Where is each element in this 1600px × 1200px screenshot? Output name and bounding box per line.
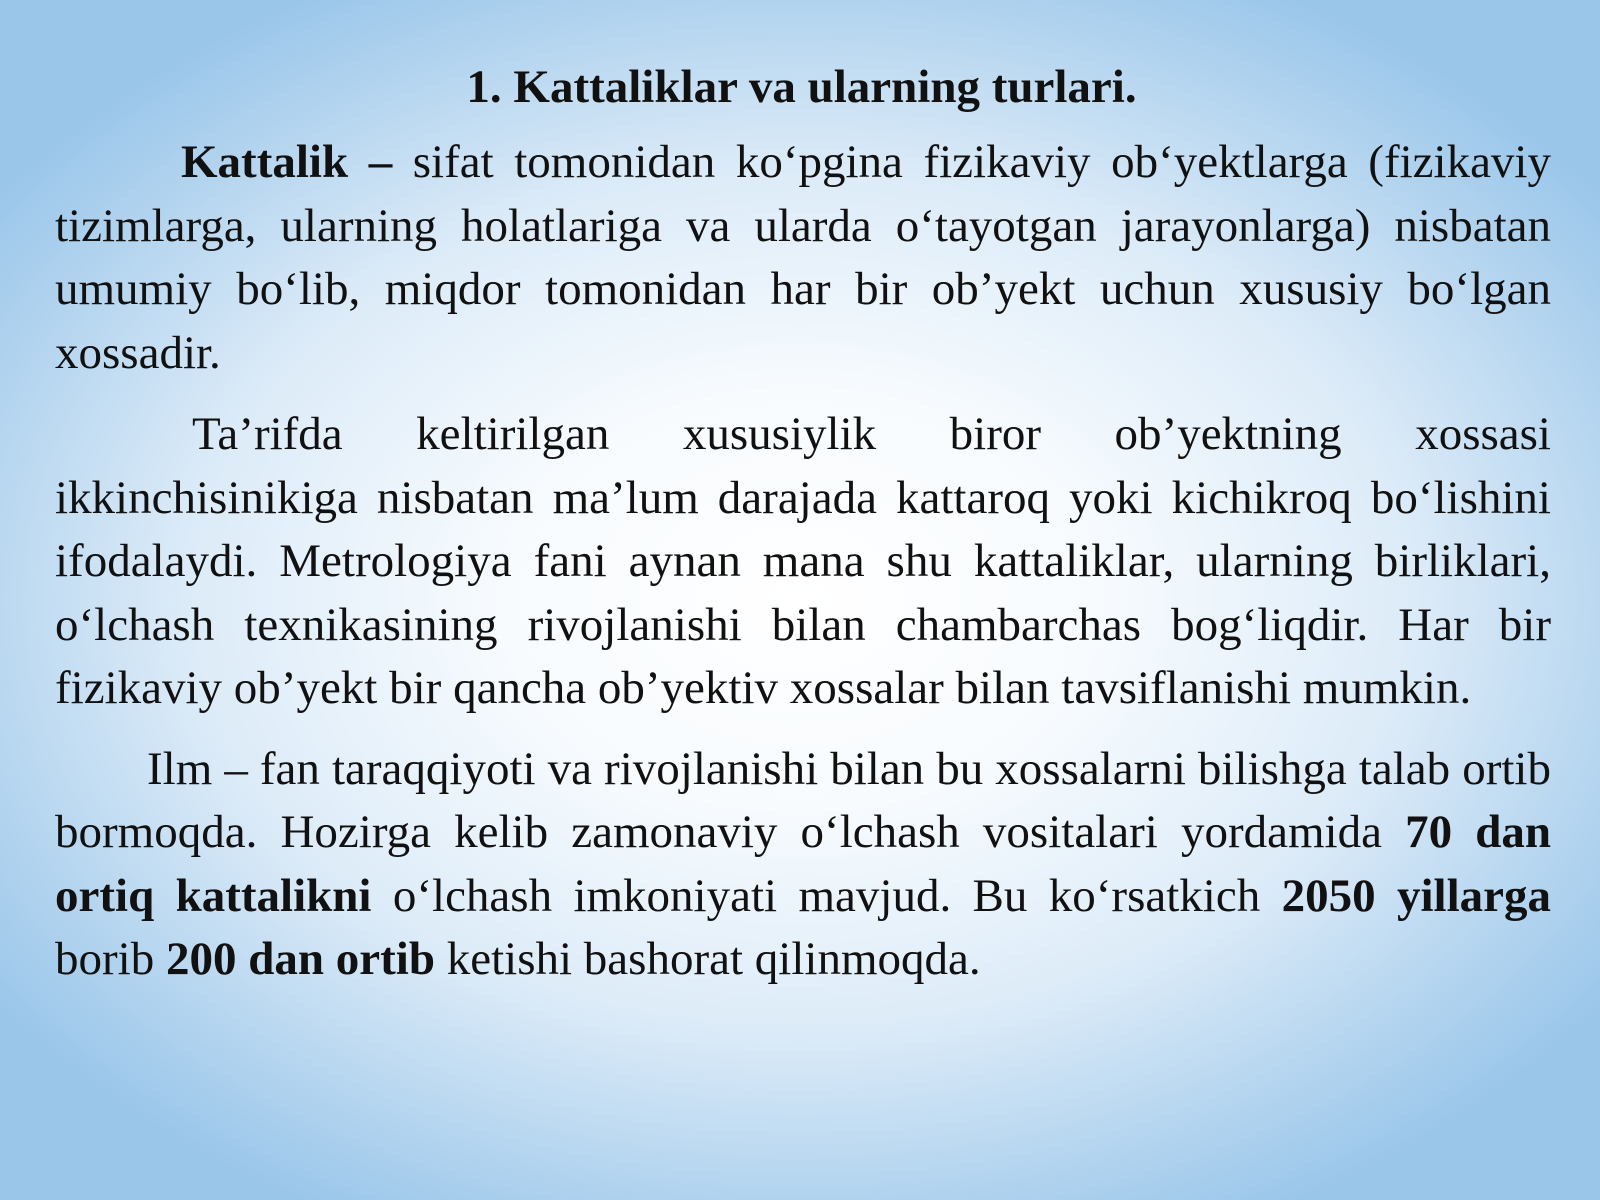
paragraph-definition bbox=[55, 131, 1551, 385]
slide bbox=[55, 52, 1551, 1172]
forecast-bold-2: 2050 yillarga bbox=[1281, 869, 1551, 922]
forecast-text-4: ketishi bashorat qilinmoqda. bbox=[434, 933, 981, 985]
paragraph-forecast bbox=[55, 738, 1551, 992]
forecast-text-1: Ilm – fan taraqqiyoti va rivojlanishi bilan bu xossalarni bilishga talab ortib bormoqda. Hozirga kelib zamonaviy o‘lchash vositalari yordamida bbox=[55, 742, 1551, 858]
forecast-text-3: borib bbox=[55, 933, 166, 985]
forecast-bold-3: 200 dan ortib bbox=[165, 933, 435, 985]
forecast-bold-1: 70 dan ortiq kattalikni bbox=[55, 806, 1551, 922]
forecast-text-2: o‘lchash imkoniyati mavjud. Bu ko‘rsatkich bbox=[371, 869, 1282, 922]
paragraph-explanation: Ta’rifda keltirilgan xususiylik biror ob’yektning xossasi ikkinchisinikiga nisbatan ma’lum darajada kattaroq yoki kichikroq bo‘lishini ifodalaydi. Metrologiya fani aynan mana shu kattaliklar, ularning birliklari, o‘lchash texnikasining rivojlanishi bilan chambarchas bog‘liqdir. Har bir fizikaviy ob’yekt bir qancha ob’yektiv xossalar bilan tavsiflanishi mumkin. bbox=[55, 408, 1551, 714]
definition-text: sifat tomonidan ko‘pgina fizikaviy ob‘yektlarga (fizikaviy tizimlarga, ularning holatlariga va ularda o‘tayotgan jarayonlarga) nisbatan umumiy bo‘lib, miqdor tomonidan har bir ob’yekt uchun xususiy bo‘lgan xossadir. bbox=[55, 136, 1551, 379]
term-dash: – bbox=[348, 136, 413, 188]
slide-title: 1. Kattaliklar va ularning turlari. bbox=[466, 61, 1137, 113]
term-kattalik: Kattalik bbox=[181, 136, 349, 188]
